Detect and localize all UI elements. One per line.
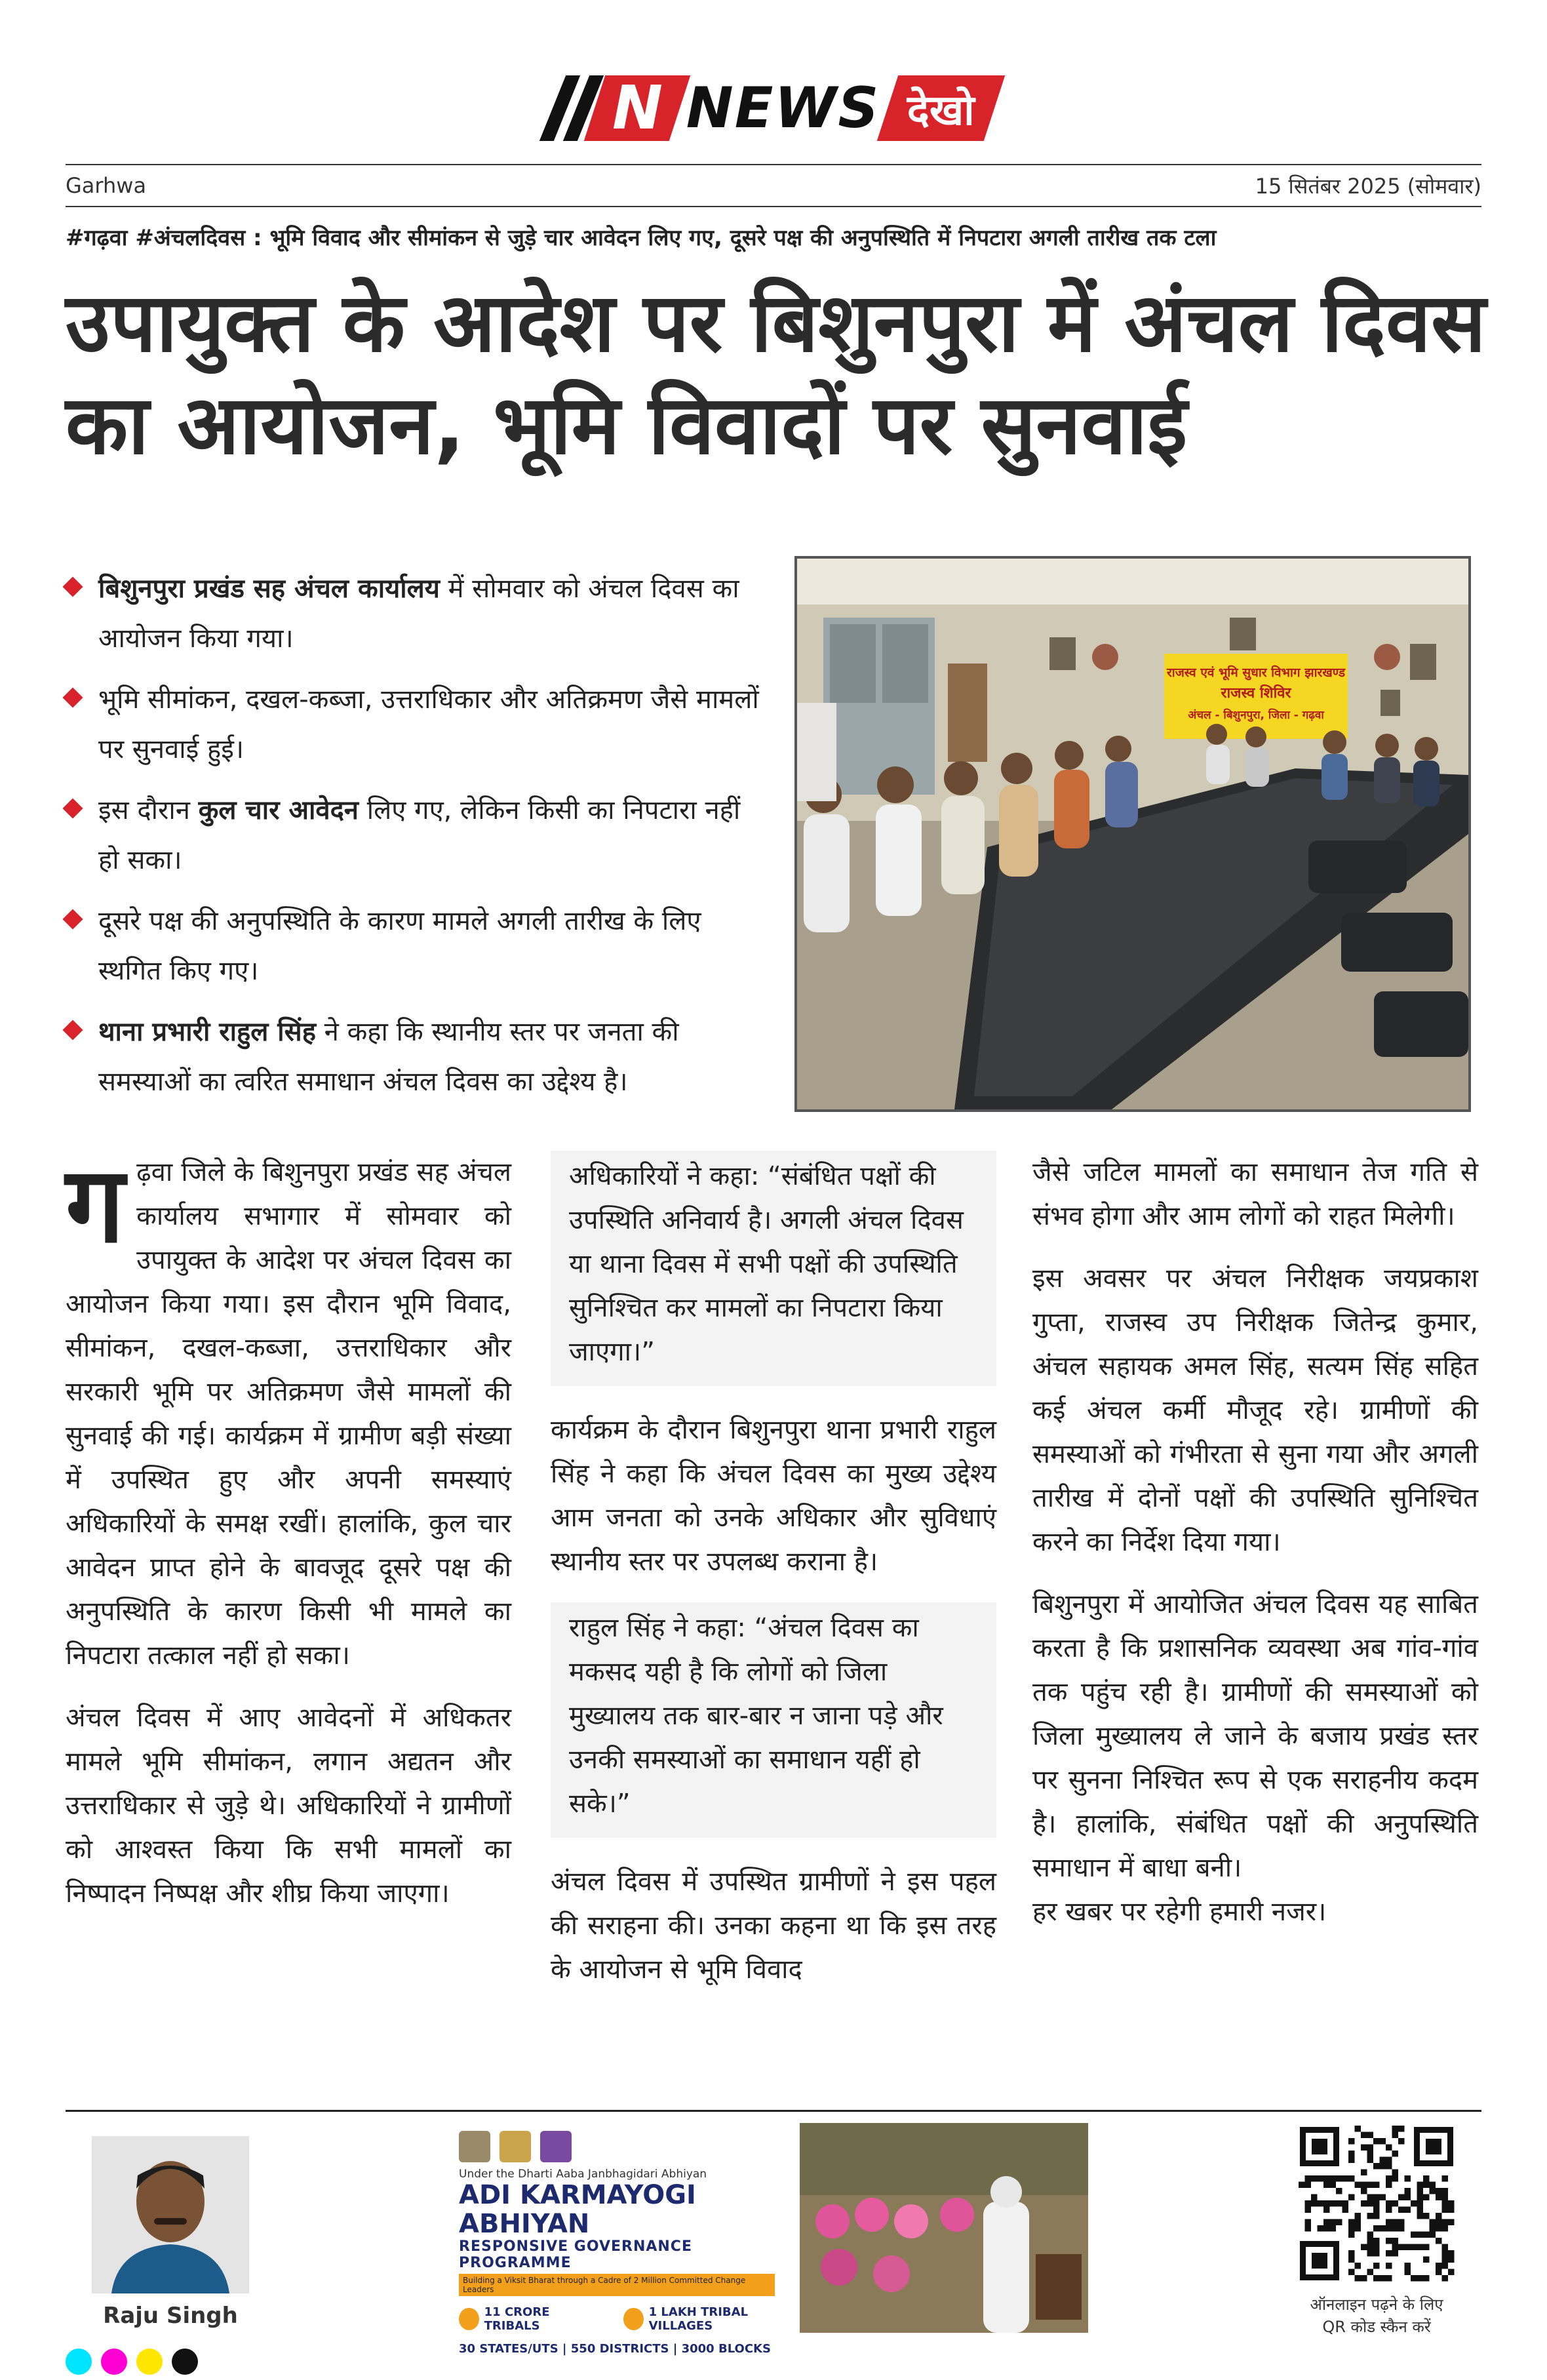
kicker: #गढ़वा #अंचलदिवस : भूमि विवाद और सीमांकन से जुड़े चार आवेदन लिए गए, दूसरे पक्ष की अनुपस्थिति में निपटारा अगली तारीख तक टला	[66, 225, 1217, 251]
ad-title: ADI KARMAYOGI ABHIYAN	[459, 2180, 696, 2239]
qr-module	[1386, 2145, 1392, 2151]
qr-module	[1386, 2275, 1392, 2282]
qr-module	[1386, 2225, 1392, 2232]
qr-module	[1380, 2275, 1386, 2282]
logo-slashes	[553, 75, 591, 141]
qr-module	[1392, 2175, 1399, 2182]
article-paragraph: अंचल दिवस में आए आवेदनों में अधिकतर मामले भूमि सीमांकन, लगान अद्यतन और उत्तराधिकार से जुड़े थे। अधिकारियों ने ग्रामीणों को आश्वस्त किया कि सभी मामलों का निष्पादन निष्पक्ष और शीघ्र किया जाएगा।	[66, 1703, 511, 1909]
qr-module	[1417, 2244, 1424, 2251]
ad-sub: Under the Dharti Aaba Janbhagidari Abhiyan	[459, 2168, 707, 2181]
qr-module	[1367, 2132, 1374, 2139]
qr-module	[1392, 2225, 1399, 2232]
qr-module	[1367, 2232, 1374, 2238]
qr-module	[1436, 2194, 1442, 2201]
qr-module	[1361, 2145, 1367, 2151]
qr-module	[1392, 2200, 1399, 2207]
qr-module	[1417, 2275, 1424, 2282]
qr-module	[1417, 2232, 1424, 2238]
qr-module	[1417, 2207, 1424, 2213]
diamond-bullet-icon	[62, 909, 83, 929]
qr-module	[1405, 2263, 1411, 2269]
qr-module	[1442, 2225, 1449, 2232]
ad-bottom-line: 30 STATES/UTS | 550 DISTRICTS | 3000 BLOCKS	[459, 2342, 771, 2356]
qr-module	[1386, 2182, 1392, 2189]
qr-module	[1305, 2225, 1312, 2232]
qr-module	[1398, 2225, 1405, 2232]
qr-module	[1380, 2225, 1386, 2232]
headline: उपायुक्त के आदेश पर बिशुनपुरा में अंचल दिवस का आयोजन, भूमि विवादों पर सुनवाई	[66, 276, 1486, 473]
qr-module	[1373, 2250, 1380, 2257]
qr-module	[1380, 2194, 1386, 2201]
qr-module	[1355, 2275, 1361, 2282]
diamond-bullet-icon	[62, 798, 83, 818]
article-paragraph: बिशुनपुरा में आयोजित अंचल दिवस यह साबित करता है कि प्रशासनिक व्यवस्था अब गांव-गांव तक पहुंच रही है। ग्रामीणों की समस्याओं को जिला मुख्यालय ले जाने के बजाय प्रखंड स्तर पर सुनना निश्चित रूप से एक सराहनीय कदम है। हालांकि, संबंधित पक्षों की अनुपस्थिति समाधान में बाधा बनी।	[1032, 1589, 1478, 1883]
qr-module	[1373, 2225, 1380, 2232]
qr-module	[1367, 2244, 1374, 2251]
qr-module	[1448, 2200, 1455, 2207]
article-column-2	[551, 1151, 996, 2010]
qr-module	[1348, 2269, 1355, 2276]
qr-module	[1423, 2244, 1430, 2251]
qr-module	[1386, 2207, 1392, 2213]
article-paragraph: इस अवसर पर अंचल निरीक्षक जयप्रकाश गुप्ता, राजस्व उप निरीक्षक जितेन्द्र कुमार, अंचल सहायक अमल सिंह, सत्यम सिंह सहित कई अंचल कर्मी मौजूद रहे। ग्रामीणों की समस्याओं को गंभीरता से सुना गया और अगली तारीख में दोनों पक्षों की उपस्थिति सुनिश्चित करने का निर्देश दिया गया।	[1032, 1263, 1478, 1557]
qr-module	[1348, 2157, 1355, 2164]
qr-module	[1318, 2175, 1324, 2182]
qr-module	[1442, 2263, 1449, 2269]
highlight-item: भूमि सीमांकन, दखल-कब्जा, उत्तराधिकार और अतिक्रमण जैसे मामलों पर सुनवाई हुई।	[66, 675, 767, 774]
qr-module	[1442, 2207, 1449, 2213]
qr-module	[1386, 2238, 1392, 2244]
qr-module	[1355, 2182, 1361, 2189]
qr-module	[1373, 2213, 1380, 2219]
qr-module	[1392, 2238, 1399, 2244]
qr-module	[1430, 2182, 1436, 2189]
reporter-avatar	[92, 2136, 249, 2293]
qr-module	[1361, 2188, 1367, 2194]
qr-module	[1305, 2207, 1312, 2213]
qr-module	[1323, 2225, 1330, 2232]
qr-module	[1392, 2170, 1399, 2176]
banner-line2: राजस्व शिविर	[1221, 685, 1291, 702]
article-paragraph: जैसे जटिल मामलों का समाधान तेज गति से संभव होगा और आम लोगों को राहत मिलेगी।	[1032, 1157, 1478, 1231]
qr-module	[1386, 2200, 1392, 2207]
qr-module	[1386, 2263, 1392, 2269]
qr-module	[1342, 2200, 1349, 2207]
qr-module	[1305, 2175, 1312, 2182]
ad-logos	[459, 2131, 800, 2162]
highlight-item: इस दौरान कुल चार आवेदन लिए गए, लेकिन किसी का निपटारा नहीं हो सका।	[66, 785, 767, 885]
ad-text-panel	[459, 2123, 800, 2356]
qr-module	[1398, 2126, 1405, 2132]
qr-module	[1405, 2244, 1411, 2251]
qr-module	[1417, 2188, 1424, 2194]
qr-module	[1348, 2250, 1355, 2257]
qr-module	[1330, 2219, 1337, 2226]
qr-module	[1442, 2257, 1449, 2263]
qr-module	[1405, 2194, 1411, 2201]
qr-module	[1323, 2175, 1330, 2182]
qr-module	[1348, 2219, 1355, 2226]
qr-module	[1436, 2188, 1442, 2194]
qr-module	[1392, 2132, 1399, 2139]
qr-module	[1442, 2194, 1449, 2201]
highlight-item: थाना प्रभारी राहुल सिंह ने कहा कि स्थानीय स्तर पर जनता की समस्याओं का त्वरित समाधान अंचल दिवस का उद्देश्य है।	[66, 1007, 767, 1107]
qr-module	[1348, 2138, 1355, 2145]
qr-module	[1373, 2244, 1380, 2251]
qr-module	[1392, 2244, 1399, 2251]
yellow-dot	[136, 2349, 163, 2375]
qr-module	[1367, 2269, 1374, 2276]
qr-module	[1392, 2151, 1399, 2157]
qr-module	[1448, 2250, 1455, 2257]
qr-module	[1448, 2219, 1455, 2226]
qr-module	[1398, 2207, 1405, 2213]
qr-module	[1373, 2263, 1380, 2269]
banner-line3: अंचल - बिशुनपुरा, जिला - गढ़वा	[1188, 709, 1324, 722]
qr-module	[1442, 2188, 1449, 2194]
qr-module	[1386, 2163, 1392, 2170]
qr-module	[1392, 2250, 1399, 2257]
qr-module	[1442, 2175, 1449, 2182]
qr-module	[1423, 2232, 1430, 2238]
qr-module	[1373, 2138, 1380, 2145]
qr-module	[1436, 2219, 1442, 2226]
qr-caption: ऑनलाइन पढ़ने के लिए QR कोड स्कैन करें	[1310, 2295, 1443, 2336]
ad-stat: 1 LAKH TRIBAL VILLAGES	[623, 2305, 800, 2333]
qr-module	[1348, 2194, 1355, 2201]
qr-module	[1367, 2182, 1374, 2189]
qr-module	[1386, 2219, 1392, 2226]
highlight-item: दूसरे पक्ष की अनुपस्थिति के कारण मामले अगली तारीख के लिए स्थगित किए गए।	[66, 896, 767, 996]
qr-module	[1367, 2151, 1374, 2157]
qr-module	[1373, 2182, 1380, 2189]
qr-module	[1355, 2213, 1361, 2219]
qr-module	[1442, 2250, 1449, 2257]
qr-module	[1367, 2250, 1374, 2257]
qr-module	[1436, 2225, 1442, 2232]
logo-news-word: NEWS	[686, 75, 880, 141]
qr-module	[1373, 2238, 1380, 2244]
qr-module	[1386, 2250, 1392, 2257]
qr-module	[1367, 2213, 1374, 2219]
article-paragraph: अंचल दिवस में उपस्थित ग्रामीणों ने इस पहल की सराहना की। उनका कहना था कि इस तरह के आयोजन से भूमि विवाद	[551, 1867, 996, 1985]
qr-module	[1305, 2200, 1312, 2207]
qr-module	[1380, 2163, 1386, 2170]
qr-module	[1342, 2175, 1349, 2182]
advertisement-banner[interactable]	[459, 2123, 1088, 2356]
qr-module	[1380, 2138, 1386, 2145]
qr-module	[1411, 2275, 1417, 2282]
qr-module	[1330, 2225, 1337, 2232]
cmyk-registration-marks	[66, 2349, 198, 2375]
article-paragraph: कार्यक्रम के दौरान बिशुनपुरा थाना प्रभारी राहुल सिंह ने कहा कि अंचल दिवस का मुख्य उद्देश्य आम जनता को उनके अधिकार और सुविधाएं स्थानीय स्तर पर उपलब्ध कराना है।	[551, 1415, 996, 1577]
qr-module	[1373, 2194, 1380, 2201]
qr-module	[1367, 2194, 1374, 2201]
qr-module	[1355, 2219, 1361, 2226]
qr-module	[1336, 2200, 1342, 2207]
dateline-date: 15 सितंबर 2025 (सोमवार)	[1255, 173, 1481, 199]
qr-module	[1361, 2200, 1367, 2207]
village-icon	[623, 2308, 644, 2330]
qr-module	[1336, 2175, 1342, 2182]
ad-subtitle: RESPONSIVE GOVERNANCE PROGRAMME	[459, 2238, 692, 2271]
dateline	[66, 164, 1481, 207]
qr-module	[1405, 2207, 1411, 2213]
qr-module	[1373, 2200, 1380, 2207]
qr-module	[1342, 2207, 1349, 2213]
cyan-dot	[66, 2349, 92, 2375]
qr-module	[1417, 2182, 1424, 2189]
quote-box: राहुल सिंह ने कहा: “अंचल दिवस का मकसद यही है कि लोगों को जिला मुख्यालय तक बार-बार न जाना पड़े और उनकी समस्याओं का समाधान यहीं हो सके।”	[551, 1602, 996, 1838]
qr-module	[1361, 2275, 1367, 2282]
qr-module	[1367, 2157, 1374, 2164]
diamond-bullet-icon	[62, 576, 83, 597]
qr-module	[1398, 2219, 1405, 2226]
qr-module	[1436, 2238, 1442, 2244]
qr-module	[1448, 2269, 1455, 2276]
news-dekho-logo[interactable]	[553, 72, 994, 144]
qr-module	[1411, 2232, 1417, 2238]
qr-module	[1330, 2200, 1337, 2207]
anniversary-icon	[499, 2131, 531, 2162]
qr-module	[1417, 2194, 1424, 2201]
article-column-3	[1032, 1151, 1478, 1953]
qr-module	[1411, 2244, 1417, 2251]
qr-module	[1367, 2200, 1374, 2207]
qr-module	[1373, 2275, 1380, 2282]
qr-module	[1423, 2257, 1430, 2263]
banner-line1: राजस्व एवं भूमि सुधार विभाग झारखण्ड	[1167, 665, 1345, 680]
qr-module	[1436, 2263, 1442, 2269]
qr-module	[1330, 2182, 1337, 2189]
qr-module	[1386, 2157, 1392, 2164]
qr-module	[1323, 2200, 1330, 2207]
qr-module	[1398, 2138, 1405, 2145]
qr-module	[1417, 2200, 1424, 2207]
logo-n-box: N	[584, 75, 690, 141]
qr-module	[1305, 2219, 1312, 2226]
qr-module	[1323, 2182, 1330, 2189]
qr-module	[1318, 2200, 1324, 2207]
qr-module	[1318, 2225, 1324, 2232]
qr-module	[1336, 2188, 1342, 2194]
magenta-dot	[101, 2349, 127, 2375]
qr-module	[1336, 2219, 1342, 2226]
qr-module	[1311, 2175, 1318, 2182]
qr-module	[1436, 2213, 1442, 2219]
qr-module	[1430, 2219, 1436, 2226]
article-paragraph: गढ़वा जिले के बिशुनपुरा प्रखंड सह अंचल कार्यालय सभागार में सोमवार को उपायुक्त के आदेश पर अंचल दिवस का आयोजन किया गया। इस दौरान भूमि विवाद, सीमांकन, दखल-कब्जा, उत्तराधिकार और सरकारी भूमि पर अतिक्रमण जैसे मामलों की सुनवाई की गई। कार्यक्रम में ग्रामीण बड़ी संख्या में उपस्थित हुए और अपनी समस्याएं अधिकारियों के समक्ष रखीं। हालांकि, कुल चार आवेदन प्राप्त होने के बावजूद दूसरे पक्ष की अनुपस्थिति के कारण किसी भी मामले का निपटारा तत्काल नहीं हो सका।	[66, 1143, 511, 1671]
highlight-item: बिशुनपुरा प्रखंड सह अंचल कार्यालय में सोमवार को अंचल दिवस का आयोजन किया गया।	[66, 564, 767, 664]
qr-module	[1405, 2175, 1411, 2182]
black-dot	[172, 2349, 198, 2375]
diamond-bullet-icon	[62, 687, 83, 707]
qr-module	[1392, 2219, 1399, 2226]
qr-module	[1380, 2157, 1386, 2164]
footer-divider	[66, 2110, 1481, 2112]
qr-module	[1355, 2225, 1361, 2232]
qr-module	[1348, 2151, 1355, 2157]
event-photo	[794, 556, 1471, 1112]
ad-stats	[459, 2305, 800, 2333]
masthead	[0, 66, 1547, 151]
qr-module	[1430, 2232, 1436, 2238]
emblem-icon	[459, 2131, 490, 2162]
qr-module	[1361, 2132, 1367, 2139]
qr-module	[1392, 2126, 1399, 2132]
quote-box: अधिकारियों ने कहा: “संबंधित पक्षों की उपस्थिति अनिवार्य है। अगली अंचल दिवस या थाना दिवस में सभी पक्षों की उपस्थिति सुनिश्चित कर मामलों का निपटारा किया जाएगा।”	[551, 1151, 996, 1386]
qr-module	[1448, 2207, 1455, 2213]
qr-module	[1355, 2263, 1361, 2269]
highlights-list	[66, 564, 767, 1118]
qr-module	[1367, 2238, 1374, 2244]
qr-module	[1423, 2213, 1430, 2219]
diamond-bullet-icon	[62, 1020, 83, 1040]
sign-off: हर खबर पर रहेगी हमारी नजर।	[1032, 1897, 1327, 1927]
qr-module	[1386, 2175, 1392, 2182]
qr-module	[1348, 2175, 1355, 2182]
dateline-location: Garhwa	[66, 173, 147, 198]
qr-module	[1398, 2194, 1405, 2201]
drop-cap: ग	[66, 1143, 125, 1266]
ad-stat: 11 CRORE TRIBALS	[459, 2305, 597, 2333]
qr-module	[1423, 2175, 1430, 2182]
article-column-1	[66, 1143, 511, 1934]
qr-module	[1299, 2182, 1305, 2189]
qr-module	[1361, 2244, 1367, 2251]
qr-module	[1348, 2232, 1355, 2238]
qr-module	[1311, 2194, 1318, 2201]
qr-module	[1373, 2207, 1380, 2213]
qr-module	[1417, 2213, 1424, 2219]
qr-module	[1448, 2257, 1455, 2263]
qr-module	[1311, 2200, 1318, 2207]
qr-module	[1442, 2275, 1449, 2282]
qr-module	[1423, 2194, 1430, 2201]
qr-module	[1405, 2269, 1411, 2276]
qr-module	[1436, 2269, 1442, 2276]
karmayogi-logo-icon	[540, 2131, 572, 2162]
qr-module	[1330, 2175, 1337, 2182]
qr-module	[1367, 2145, 1374, 2151]
qr-module	[1442, 2244, 1449, 2251]
qr-module	[1442, 2200, 1449, 2207]
qr-module	[1430, 2188, 1436, 2194]
qr-module	[1348, 2257, 1355, 2263]
qr-module	[1405, 2188, 1411, 2194]
reporter-name: Raju Singh	[103, 2303, 238, 2329]
qr-module	[1442, 2219, 1449, 2226]
ad-tagline: Building a Viksit Bharat through a Cadre of 2 Million Committed Change Leaders	[459, 2274, 775, 2296]
logo-dekho-box: देखो	[877, 75, 1005, 141]
qr-module	[1305, 2182, 1312, 2189]
qr-module	[1323, 2207, 1330, 2213]
qr-code[interactable]	[1295, 2122, 1459, 2286]
qr-module	[1348, 2225, 1355, 2232]
qr-module	[1323, 2219, 1330, 2226]
tribal-people-icon	[459, 2308, 479, 2330]
qr-module	[1423, 2275, 1430, 2282]
qr-module	[1373, 2163, 1380, 2170]
ad-photo	[800, 2123, 1088, 2333]
qr-module	[1355, 2126, 1361, 2132]
qr-module	[1423, 2182, 1430, 2189]
qr-module	[1430, 2225, 1436, 2232]
qr-module	[1361, 2170, 1367, 2176]
qr-module	[1361, 2182, 1367, 2189]
qr-module	[1398, 2244, 1405, 2251]
qr-module	[1411, 2200, 1417, 2207]
